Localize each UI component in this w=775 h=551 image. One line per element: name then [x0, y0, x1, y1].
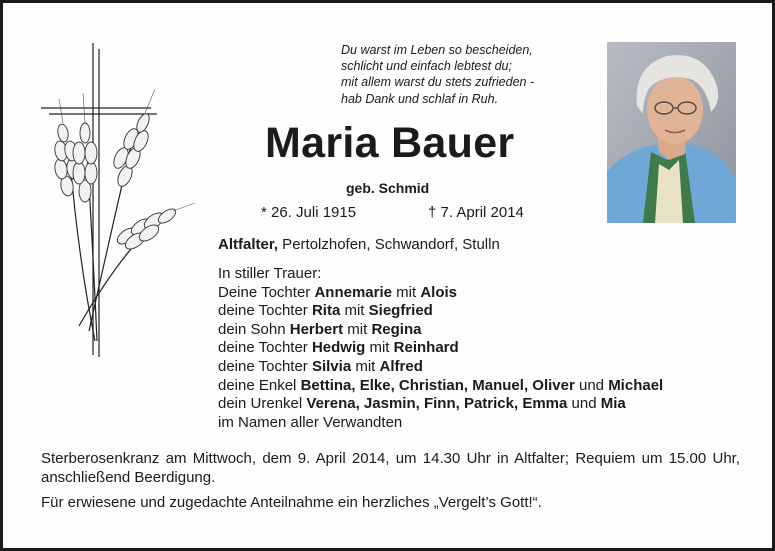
partner-name: Siegfried	[368, 302, 433, 320]
relation: deine Enkel	[218, 376, 301, 394]
mourners-intro: In stiller Trauer:	[218, 265, 322, 282]
poem-line: Du warst im Leben so bescheiden,	[341, 43, 533, 57]
partner-name: Michael	[608, 376, 664, 394]
partner-name: Alfred	[379, 357, 423, 375]
connector: mit	[340, 302, 369, 320]
mourner-name: Hedwig	[311, 339, 366, 357]
mourner-line	[218, 284, 663, 303]
relation: deine Tochter	[218, 302, 312, 320]
places-line	[218, 236, 500, 253]
partner-name: Regina	[371, 320, 422, 338]
mourner-line	[218, 395, 663, 414]
mourner-name: Silvia	[311, 357, 352, 375]
partner-name: Reinhard	[393, 339, 459, 357]
connector: mit	[365, 339, 394, 357]
relation: dein Sohn	[218, 320, 290, 338]
poem-line: hab Dank und schlaf in Ruh.	[341, 91, 499, 106]
mourner-name: Rita	[311, 302, 341, 320]
mourner-line	[218, 339, 663, 358]
relation: dein Urenkel	[218, 395, 307, 413]
relation: deine Tochter	[218, 339, 312, 357]
connector: mit	[343, 320, 372, 338]
mourner-name: Herbert	[289, 320, 344, 338]
mourner-name: Annemarie	[314, 283, 392, 301]
mourners-outro: im Namen aller Verwandten	[218, 413, 403, 431]
portrait-photo	[607, 42, 736, 223]
mourners-list	[218, 265, 663, 432]
poem-line: schlicht und einfach lebtest du;	[341, 59, 512, 74]
mourner-line	[218, 302, 663, 321]
mourner-name: Verena, Jasmin, Finn, Patrick, Emma	[306, 395, 568, 413]
thanks-note: Für erwiesene und zugedachte Anteilnahme ein herzliches „Vergelt’s Gott!“.	[41, 494, 542, 511]
connector: mit	[351, 357, 380, 375]
relation: Deine Tochter	[218, 283, 315, 301]
poem	[341, 42, 591, 107]
connector: und	[567, 395, 601, 413]
home-place: Altfalter,	[218, 236, 279, 253]
mourner-line	[218, 377, 663, 396]
poem-line: mit allem warst du stets zufrieden -	[341, 75, 535, 90]
connector: mit	[391, 283, 421, 301]
death-date: † 7. April 2014	[428, 204, 524, 221]
partner-name: Alois	[420, 283, 458, 301]
deceased-name: Maria Bauer	[265, 119, 515, 167]
funeral-info: Sterberosenkranz am Mittwoch, dem 9. April 2014, um 14.30 Uhr in Altfalter; Requiem um 15.00 Uhr, anschließend Beerdigung.	[41, 450, 740, 486]
partner-name: Mia	[600, 395, 626, 413]
birth-date: * 26. Juli 1915	[261, 204, 357, 221]
cross-with-wheat-icon	[39, 41, 199, 361]
maiden-name: geb. Schmid	[346, 180, 430, 196]
relation: deine Tochter	[218, 357, 312, 375]
mourner-name: Bettina, Elke, Christian, Manuel, Oliver	[300, 376, 575, 394]
other-places: Pertolzhofen, Schwandorf, Stulln	[278, 236, 500, 253]
connector: und	[574, 376, 609, 394]
mourner-line	[218, 321, 663, 340]
mourner-line	[218, 358, 663, 377]
